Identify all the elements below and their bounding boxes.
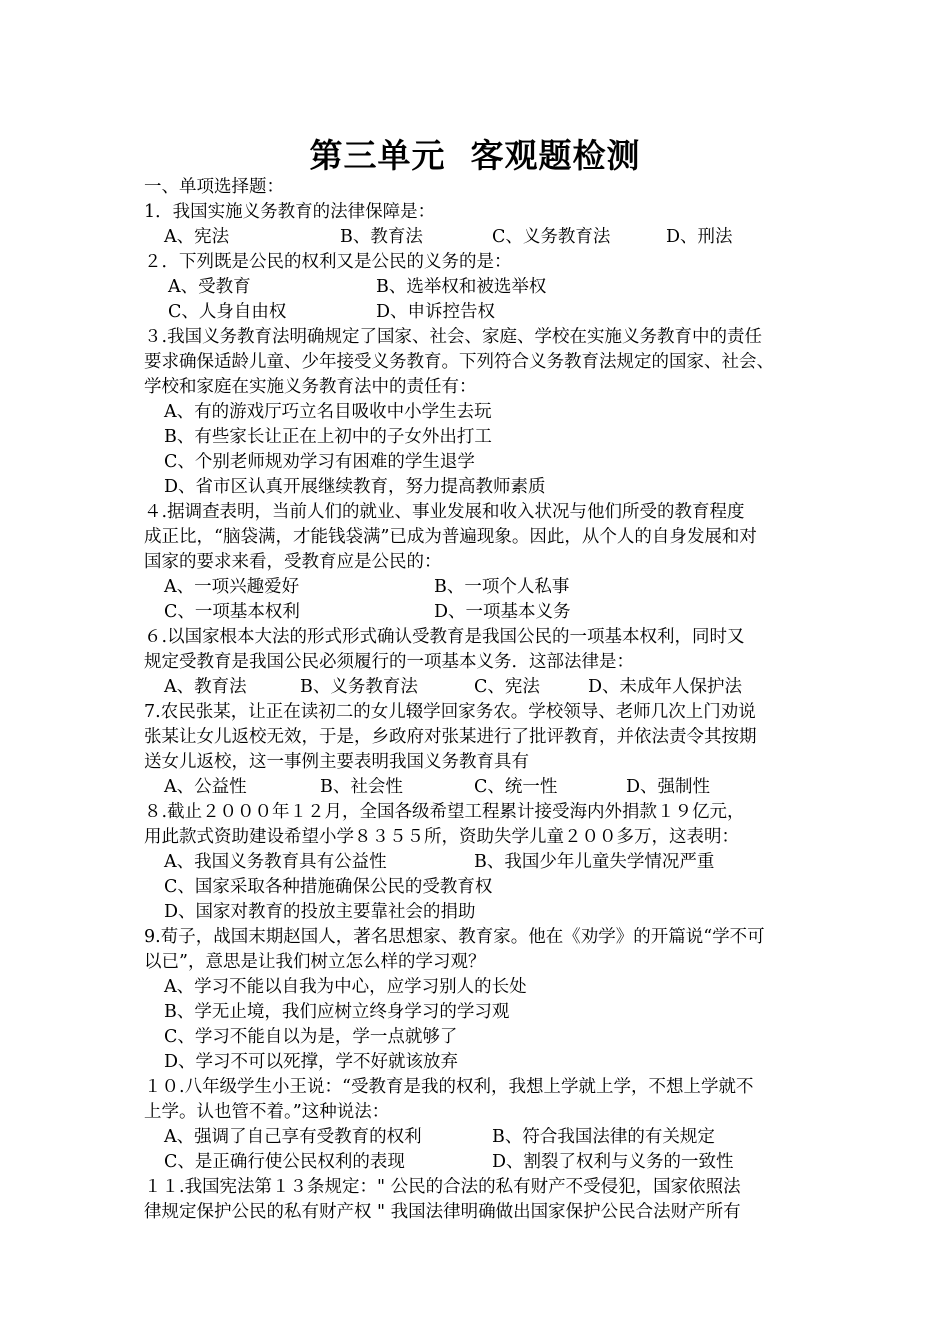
question-1-stem: 1．我国实施义务教育的法律保障是：	[144, 202, 436, 222]
page-title: 第三单元 客观题检测	[309, 136, 641, 175]
section-heading: 一、单项选择题：	[144, 177, 284, 197]
option-a: A、有的游戏厅巧立名目吸收中小学生去玩	[164, 402, 492, 422]
question-7-stem: 送女儿返校，这一事例主要表明我国义务教育具有	[144, 752, 529, 772]
question-11-stem: １１.我国宪法第１３条规定：" 公民的合法的私有财产不受侵犯，国家依照法	[144, 1177, 741, 1197]
option-b: B、学无止境，我们应树立终身学习的学习观	[164, 1002, 510, 1022]
option-d: D、割裂了权利与义务的一致性	[492, 1152, 734, 1172]
question-9-stem: 9.荀子，战国末期赵国人，著名思想家、教育家。他在《劝学》的开篇说“学不可	[144, 927, 765, 947]
option-c: C、人身自由权	[168, 302, 287, 322]
question-9-stem: 以已”，意思是让我们树立怎么样的学习观？	[144, 952, 486, 972]
option-d: D、学习不可以死撑，学不好就该放弃	[164, 1052, 459, 1072]
option-c: C、国家采取各种措施确保公民的受教育权	[164, 877, 493, 897]
option-d: D、省市区认真开展继续教育，努力提高教师素质	[164, 477, 546, 497]
option-d: D、刑法	[666, 227, 733, 247]
question-3-stem: ３.我国义务教育法明确规定了国家、社会、家庭、学校在实施义务教育中的责任	[144, 327, 763, 347]
question-6-stem: ６.以国家根本大法的形式形式确认受教育是我国公民的一项基本权利，同时又	[144, 627, 745, 647]
question-10-stem: 上学。认也管不着。”这种说法：	[144, 1102, 390, 1122]
option-b: B、义务教育法	[300, 677, 418, 697]
option-d: D、一项基本义务	[434, 602, 571, 622]
question-4-stem: 成正比，“脑袋满，才能钱袋满”已成为普遍现象。因此，从个人的自身发展和对	[144, 527, 757, 547]
question-4-stem: ４.据调查表明，当前人们的就业、事业发展和收入状况与他们所受的教育程度	[144, 502, 745, 522]
option-a: A、一项兴趣爱好	[164, 577, 300, 597]
question-11-stem: 律规定保护公民的私有财产权 " 我国法律明确做出国家保护公民合法财产所有	[144, 1202, 741, 1222]
option-c: C、统一性	[474, 777, 558, 797]
option-d: D、强制性	[626, 777, 711, 797]
question-8-stem: 用此款式资助建设希望小学８３５５所，资助失学儿童２００多万，这表明：	[144, 827, 739, 847]
question-4-stem: 国家的要求来看，受教育应是公民的：	[144, 552, 442, 572]
question-8-stem: ８.截止２０００年１２月，全国各级希望工程累计接受海内外捐款１９亿元，	[144, 802, 745, 822]
question-10-stem: １０.八年级学生小王说：“受教育是我的权利，我想上学就上学，不想上学就不	[144, 1077, 754, 1097]
option-a: A、宪法	[164, 227, 230, 247]
option-d: D、未成年人保护法	[588, 677, 743, 697]
option-b: B、我国少年儿童失学情况严重	[474, 852, 715, 872]
option-a: A、学习不能以自我为中心，应学习别人的长处	[164, 977, 527, 997]
option-c: C、是正确行使公民权利的表现	[164, 1152, 405, 1172]
option-a: A、我国义务教育具有公益性	[164, 852, 387, 872]
option-c: C、义务教育法	[492, 227, 611, 247]
option-b: B、有些家长让正在上初中的子女外出打工	[164, 427, 492, 447]
option-b: B、教育法	[340, 227, 423, 247]
option-b: B、符合我国法律的有关规定	[492, 1127, 715, 1147]
question-7-stem: 7.农民张某，让正在读初二的女儿辍学回家务农。学校领导、老师几次上门劝说	[144, 702, 756, 722]
option-b: B、选举权和被选举权	[376, 277, 547, 297]
question-3-stem: 要求确保适龄儿童、少年接受义务教育。下列符合义务教育法规定的国家、社会、	[144, 352, 774, 372]
option-a: A、公益性	[164, 777, 247, 797]
option-c: C、一项基本权利	[164, 602, 300, 622]
option-b: B、一项个人私事	[434, 577, 570, 597]
option-a: A、教育法	[164, 677, 247, 697]
option-c: C、宪法	[474, 677, 540, 697]
option-a: A、受教育	[168, 277, 251, 297]
option-c: C、个别老师规劝学习有困难的学生退学	[164, 452, 475, 472]
option-a: A、强调了自己享有受教育的权利	[164, 1127, 422, 1147]
question-6-stem: 规定受教育是我国公民必须履行的一项基本义务．这部法律是：	[144, 652, 634, 672]
question-7-stem: 张某让女儿返校无效，于是，乡政府对张某进行了批评教育，并依法责令其按期	[144, 727, 757, 747]
question-2-stem: ２．下列既是公民的权利又是公民的义务的是：	[144, 252, 512, 272]
question-3-stem: 学校和家庭在实施义务教育法中的责任有：	[144, 377, 477, 397]
option-c: C、学习不能自以为是，学一点就够了	[164, 1027, 458, 1047]
option-d: D、国家对教育的投放主要靠社会的捐助	[164, 902, 476, 922]
option-b: B、社会性	[320, 777, 403, 797]
option-d: D、申诉控告权	[376, 302, 496, 322]
